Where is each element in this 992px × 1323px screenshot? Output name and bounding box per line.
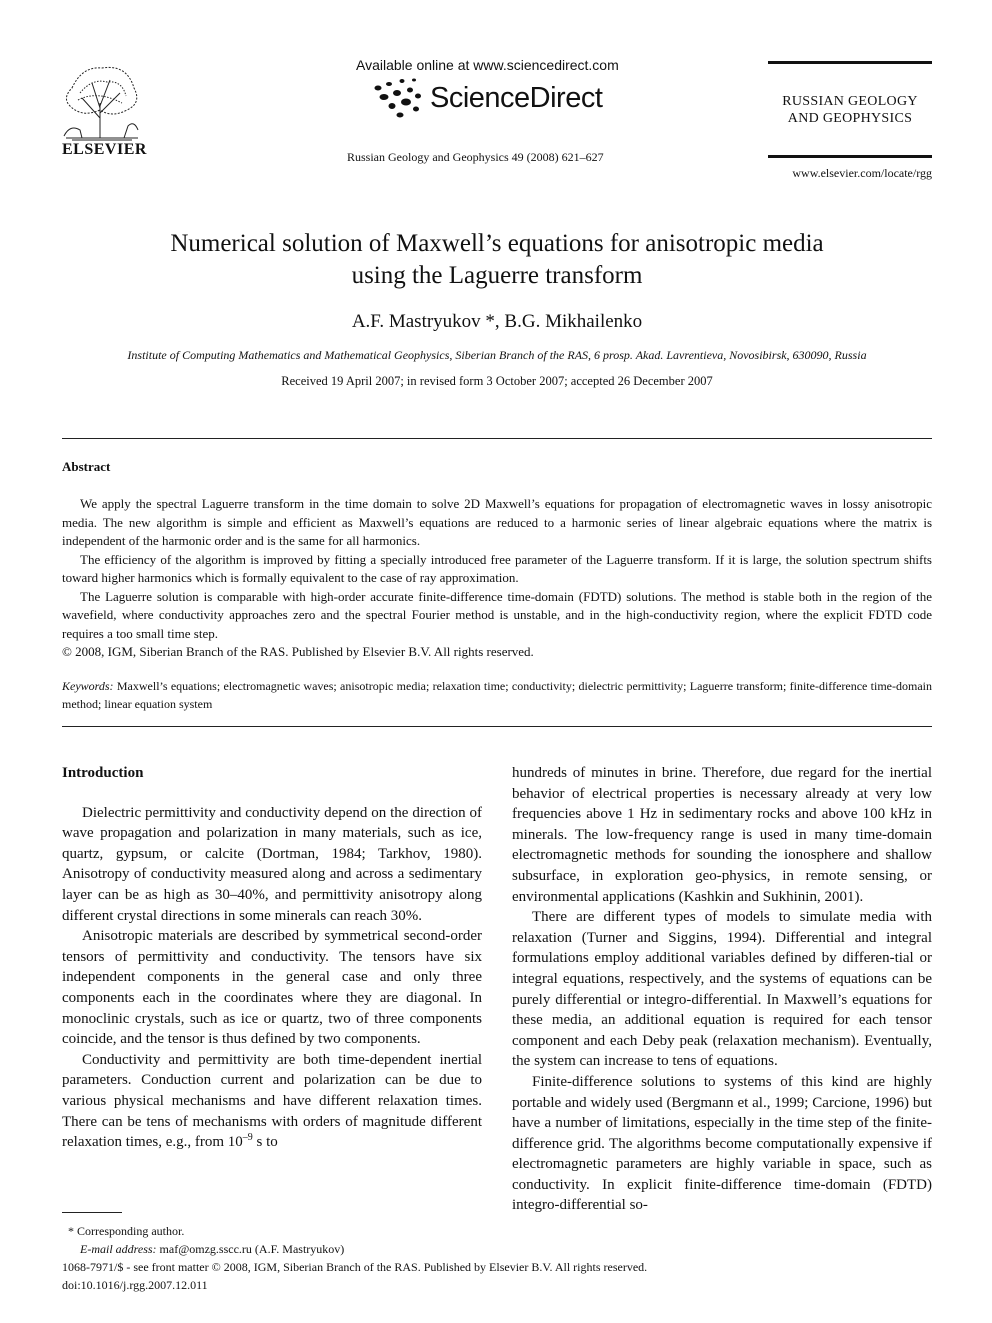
article-title-line2: using the Laguerre transform [351,262,643,289]
article-title [62,228,932,292]
body-paragraph: Dielectric permittivity and conductivity depend on the direction of wave propagation and polarization in many materials, such as ice, quartz, gypsum, or calcite (Dortman, 1984; Tarkhov, 1980). Anisotropy of conductivity measured along and across a sedimentary layer can be as high as 30–40%, and permittivity anisotropy along different crystal directions in some minerals can reach 30%. [62,804,482,924]
abstract-rule-top [62,438,932,439]
abstract-paragraph: The efficiency of the algorithm is improved by fitting a specially introduced free parameter of the Laguerre transform. If it is large, the solution spectrum shifts toward higher harmonics which is formally equivalent to the case of ray approximation. [62,551,932,585]
abstract-heading: Abstract [62,459,111,474]
body-paragraph: Finite-difference solutions to systems of this kind are highly portable and widely used (Bergmann et al., 1999; Carcione, 1996) but have a number of limitations, especially in the time step of the finite-difference grid. The algorithms become computationally expensive if electromagnetic parameters are highly variable in space, such as conductivity. In explicit finite-difference time-domain (FDTD) integro-differential so- [512,1073,932,1214]
paragraph-text: s to [252,1134,278,1151]
body-column-left [62,763,482,1153]
page-footer [62,1258,647,1294]
email-line [62,1240,344,1258]
online-availability-text: Available online at www.sciencedirect.com [356,57,619,73]
email-label: E-mail address: [80,1242,157,1256]
sciencedirect-dots-icon [372,76,424,120]
body-paragraph: There are different types of models to simulate media with relaxation (Turner and Siggins, 1994). Differential and integral formulations employ additional variables defined by differen-tial or integral equations, respectively, and the systems of equations can be purely differential or integro-differential. In Maxwell’s equations for these media, an additional equation is required for each tensor component and each Deby peak (relaxation mechanism). Eventually, the system can increase to tens of equations. [512,909,932,1070]
authors: A.F. Mastryukov *, B.G. Mikhailenko [351,311,643,332]
corresponding-author-note: * Corresponding author. [68,1224,185,1238]
body-paragraph: hundreds of minutes in brine. Therefore, due regard for the inertial behavior of electrical properties is necessary already at very low frequencies above 1 Hz in sedimentary rocks and above 100 kHz in minerals. The low-frequency range is used in many time-domain electromagnetic methods for sounding the ionosphere and shallow subsurface, in exploration geo-physics, in remote sensing, or environmental applications (Kashkin and Sukhinin, 2001). [512,765,932,905]
paragraph-text: Conductivity and permittivity are both time-dependent inertial parameters. Conduction current and polarization can be due to various physical mechanisms and have different relaxation times. There can be tens of mechanisms with orders of magnitude different relaxation times, e.g., from 10 [62,1051,482,1151]
body-paragraph [62,1050,482,1153]
footnote-rule [62,1212,122,1213]
email-value[interactable]: maf@omzg.sscc.ru (A.F. Mastryukov) [156,1242,345,1256]
exponent: –9 [242,1132,253,1144]
keywords-label: Keywords: [62,679,114,693]
keywords-list: Maxwell’s equations; electromagnetic waves; anisotropic media; relaxation time; conductivity; dielectric permittivity; Laguerre transform; finite-difference time-domain method; linear equation system [62,679,932,711]
footnote [62,1222,344,1258]
article-title-line1: Numerical solution of Maxwell’s equations for anisotropic media [170,230,824,257]
journal-rule-top [768,61,932,64]
keywords [62,678,932,713]
journal-url[interactable]: www.elsevier.com/locate/rgg [792,166,932,180]
copyright-line: © 2008, IGM, Siberian Branch of the RAS. Published by Elsevier B.V. All rights reserved. [62,644,534,659]
article-dates: Received 19 April 2007; in revised form 3 October 2007; accepted 26 December 2007 [281,374,713,388]
doi-line[interactable]: doi:10.1016/j.rgg.2007.12.011 [62,1278,208,1292]
abstract-paragraph: The Laguerre solution is comparable with high-order accurate finite-difference time-domain (FDTD) solutions. The method is stable both in the region of the wavefield, where conductivity approaches zero and the spectral Fourier method is unstable, and in the high-conductivity region, where the explicit FDTD code requires a too small time step. [62,588,932,641]
publisher-name: ELSEVIER [62,141,147,158]
section-heading-introduction: Introduction [62,765,144,781]
journal-name [768,93,932,127]
front-matter-line: 1068-7971/$ - see front matter © 2008, IGM, Siberian Branch of the RAS. Published by Elsevier B.V. All rights reserved. [62,1260,648,1274]
journal-name-line2: AND GEOPHYSICS [787,111,913,126]
journal-reference: Russian Geology and Geophysics 49 (2008) 621–627 [347,150,604,164]
affiliation: Institute of Computing Mathematics and Mathematical Geophysics, Siberian Branch of the RAS, 6 prosp. Akad. Lavrentieva, Novosibirsk, 630090, Russia [127,348,867,362]
abstract-rule-bottom [62,726,932,727]
journal-name-line1: RUSSIAN GEOLOGY [782,94,918,109]
body-paragraph: Anisotropic materials are described by symmetrical second-order tensors of permittivity and conductivity. The tensors have six independent components in the general case and only three components each in the coordinates where they are diagonal. In monoclinic crystals, such as ice or quartz, two of three components coincide, and the tensor is thus defined by two components. [62,928,482,1048]
journal-rule-bottom [768,155,932,158]
abstract-paragraph: We apply the spectral Laguerre transform in the time domain to solve 2D Maxwell’s equations for propagation of electromagnetic waves in lossy anisotropic media. The new algorithm is simple and efficient as Maxwell’s equations are reduced to a harmonic series of linear algebraic equations where the matrix is independent of the harmonic order and is the same for all harmonics. [62,496,932,548]
abstract-body [62,495,932,662]
body-column-right [512,763,932,1216]
sciencedirect-wordmark: ScienceDirect [430,82,603,114]
